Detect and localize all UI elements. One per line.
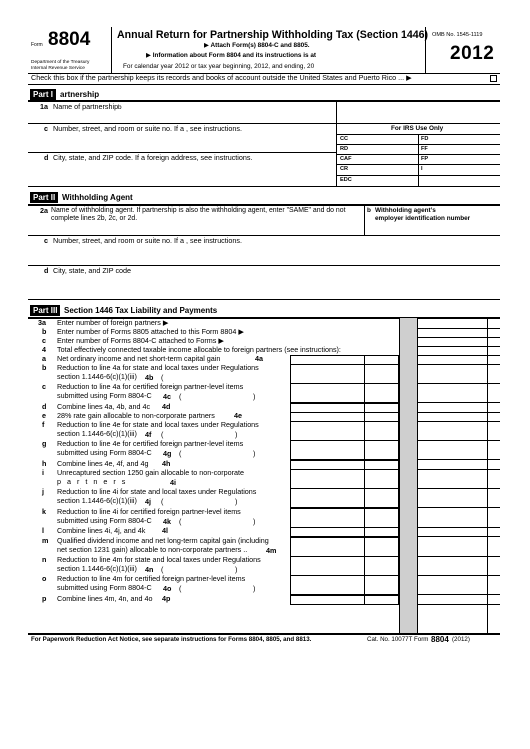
part3-line-ref-4b: 4b (145, 373, 154, 382)
part3-line-num: l (42, 526, 44, 535)
part3-line-num: o (42, 574, 47, 583)
part3-right-row-rule (417, 575, 500, 576)
part3-amount-box-divider (364, 469, 365, 489)
part3-line-text-2: submitted using Form 8804-C (57, 516, 152, 525)
part3-line-paren-close: ) (253, 517, 256, 526)
part3-right-row-rule (417, 328, 500, 329)
footer-form-number: 8804 (431, 635, 449, 644)
part3-line-text: Reduction to line 4i for certified foreign partner-level items (57, 507, 241, 516)
part1-line-d-label: City, state, and ZIP code. If a foreign address, see instructions. (53, 153, 253, 162)
part3-line-text-2: submitted using Form 8804-C (57, 583, 152, 592)
paperwork-notice: For Paperwork Reduction Act Notice, see separate instructions for Forms 8804, 8805, and 8813. (31, 636, 312, 643)
part3-line-ref-4k: 4k (163, 517, 171, 526)
part3-amount-box-divider (364, 556, 365, 576)
part3-amount-box-divider (364, 537, 365, 557)
part3-amount-box-4l[interactable] (290, 527, 399, 537)
part3-line-text-2: section 1.1446-6(c)(1)(iii) (57, 429, 137, 438)
part3-line-text-2: section 1.1446-6(c)(1)(iii) (57, 372, 137, 381)
part3-count-field-3a[interactable] (290, 319, 395, 328)
part3-right-row-rule (417, 556, 500, 557)
part3-line-text: Enter number of Forms 8805 attached to this Form 8804 ▶ (57, 327, 244, 336)
calendar-line: For calendar year 2012 or tax year beginning, 2012, and ending, 20 (123, 63, 315, 70)
part3-line-ref-4n: 4n (145, 565, 154, 574)
footer-form-year: (2012) (452, 636, 470, 643)
part3-line-text: Reduction to line 4m for state and local taxes under Regulations (57, 555, 261, 564)
partnership-ein-field[interactable] (338, 102, 500, 122)
footer-form-word: Form (414, 636, 429, 643)
part3-line-num: j (42, 487, 44, 496)
part3-line-num: e (42, 411, 46, 420)
part3-line-ref-4i: 4i (170, 478, 176, 487)
form-word: Form (31, 42, 43, 48)
part3-right-row-rule (417, 337, 500, 338)
part3-right-row-rule (417, 594, 500, 595)
part3-line-paren-open: ( (179, 449, 182, 458)
part3-line-text: Enter number of foreign partners ▶ (57, 318, 169, 327)
part3-right-row-rule (417, 527, 500, 528)
part3-right-row-rule (417, 507, 500, 508)
part3-line-paren-close: ) (235, 497, 238, 506)
part3-line-num: i (42, 468, 44, 477)
part2-label: Part II (30, 192, 58, 203)
part3-right-row-rule (417, 364, 500, 365)
part3-line-paren-close: ) (235, 565, 238, 574)
part3-line-ref-4g: 4g (163, 449, 172, 458)
part3-line-text: Total effectively connected taxable income allocable to foreign partners (see instructions): (57, 345, 341, 354)
part3-line-paren-open: ( (179, 584, 182, 593)
irs-code-edc: EDC (340, 177, 352, 183)
part3-line-paren-open: ( (179, 517, 182, 526)
part3-line-num: m (42, 536, 49, 545)
part3-line-text: Net ordinary income and net short-term capital gain (57, 354, 221, 363)
part3-line-text: Reduction to line 4e for state and local taxes under Regulations (57, 420, 259, 429)
part1-line-1a-suffix: b (118, 104, 122, 111)
part3-amount-box-divider (364, 595, 365, 605)
part3-amount-box-4b[interactable] (290, 364, 399, 384)
part3-amount-box-4f[interactable] (290, 421, 399, 441)
part3-amount-box-4o[interactable] (290, 575, 399, 595)
records-outside-us-text: Check this box if the partnership keeps its records and books of account outside the United States and Puerto Rico ... ▶ (31, 73, 412, 82)
part1-bottom-rule (28, 186, 500, 187)
part3-line-text: Reduction to line 4e for certified foreign partner-level items (57, 439, 244, 448)
part3-amount-box-divider (364, 488, 365, 508)
part3-line-text-2: net section 1231 gain) allocable to non-corporate partners .. (57, 545, 248, 554)
part3-line-text: Unrecaptured section 1250 gain allocable to non-corporate (57, 468, 244, 477)
part3-line-paren-close: ) (235, 430, 238, 439)
omb-number: OMB No. 1545-1119 (432, 32, 483, 38)
part3-line-num: b (42, 327, 47, 336)
part1-line-1a-num: 1a (40, 102, 48, 111)
dept-line-1: Department of the Treasury (31, 60, 90, 65)
part3-line-paren-open: ( (161, 430, 164, 439)
part2-line-c-label: Number, street, and room or suite no. If a , see instructions. (53, 236, 242, 245)
withholding-agent-address-field[interactable] (50, 247, 498, 263)
part3-shade-right (417, 318, 418, 633)
irs-code-cc: CC (340, 136, 349, 142)
part3-line-text-2: section 1.1446-6(c)(1)(iii) (57, 564, 137, 573)
part3-line-ref-4m: 4m (266, 546, 277, 555)
part3-line-num: b (42, 363, 47, 372)
part3-line-num: a (42, 354, 46, 363)
part2-bottom-rule (28, 299, 500, 300)
part1-line-1a-label: Name of partnership (53, 102, 119, 111)
part2-ein-divider (364, 205, 365, 235)
part2-line-2b-label-2: employer identification number (375, 215, 471, 222)
part3-bottom-rule (28, 633, 500, 635)
part3-line-text: 28% rate gain allocable to non-corporate partners (57, 411, 215, 420)
part3-line-text: Combine lines 4m, 4n, and 4o (57, 594, 153, 603)
header-divider-left (111, 27, 112, 73)
irs-code-i: I (421, 166, 423, 172)
irs-code-cr: CR (340, 166, 349, 172)
part3-amount-box-divider (364, 364, 365, 384)
part3-shaded-column (399, 318, 417, 633)
part3-line-paren-open: ( (161, 565, 164, 574)
part3-right-row-rule (417, 421, 500, 422)
part3-amount-box-divider (364, 527, 365, 537)
part3-line-num: d (42, 402, 47, 411)
part3-amount-box-4p[interactable] (290, 595, 399, 605)
irs-code-ff: FF (421, 146, 428, 152)
part3-amount-box-divider (364, 575, 365, 595)
part3-amount-box-divider (364, 421, 365, 441)
part3-line-text: Reduction to line 4a for state and local taxes under Regulations (57, 363, 259, 372)
part3-line-paren-open: ( (179, 392, 182, 401)
partnership-address-field[interactable] (50, 135, 335, 151)
info-line: ▶ Information about Form 8804 and its instructions is at (146, 52, 317, 59)
part2-line-2a-label-1: Name of withholding agent. If partnership is also the withholding agent, enter "SAME" and do not (51, 207, 346, 214)
part3-amount-right-divider (487, 318, 488, 633)
part3-amount-box-4m[interactable] (290, 537, 399, 557)
part3-amount-box-divider (364, 383, 365, 403)
part3-amount-box-4k[interactable] (290, 508, 399, 528)
withholding-agent-ein-field[interactable] (366, 224, 500, 234)
withholding-agent-name-field[interactable] (50, 224, 362, 234)
part3-amount-box-4j[interactable] (290, 488, 399, 508)
part3-line-ref-4f: 4f (145, 430, 152, 439)
part1-line-c-num: c (44, 124, 48, 133)
records-outside-us-checkbox[interactable] (490, 75, 497, 82)
part3-line-text: Reduction to line 4i for state and local taxes under Regulations (57, 487, 257, 496)
withholding-agent-city-field[interactable] (50, 277, 498, 297)
part3-label: Part III (30, 305, 60, 316)
part1-line-c-label: Number, street, and room or suite no. If a , see instructions. (53, 124, 242, 133)
part3-line-ref-4l: 4l (162, 526, 168, 535)
part2-line-d-num: d (44, 266, 49, 275)
part3-line-paren-close: ) (253, 392, 256, 401)
part3-right-row-rule (417, 469, 500, 470)
part3-line-num: p (42, 594, 47, 603)
part2-line-2a-num: 2a (40, 206, 48, 215)
part3-line-num: c (42, 336, 46, 345)
part3-line-text-2: submitted using Form 8804-C (57, 448, 152, 457)
part2-line-2a-label-2: complete lines 2b, 2c, or 2d. (51, 215, 138, 222)
part1-line-d-num: d (44, 153, 49, 162)
part2-line-2b-label-1: Withholding agent’s (375, 207, 436, 214)
part3-amount-box-divider (364, 508, 365, 528)
part3-line-num: h (42, 459, 47, 468)
attach-line: ▶ Attach Form(s) 8804-C and 8805. (204, 42, 310, 49)
form-number: 8804 (48, 29, 91, 50)
part3-right-row-rule (417, 346, 500, 347)
part3-line-ref-4o: 4o (163, 584, 172, 593)
irs-code-fp: FP (421, 156, 429, 162)
part3-line-ref-4d: 4d (162, 402, 171, 411)
irs-use-only-title: For IRS Use Only (391, 125, 444, 132)
part3-line-paren-open: ( (161, 497, 164, 506)
part3-line-text: Combine lines 4e, 4f, and 4g (57, 459, 149, 468)
catalog-number: Cat. No. 10077T (367, 636, 413, 643)
irs-code-rd: RD (340, 146, 349, 152)
part3-line-paren-open: ( (161, 373, 164, 382)
check-line-rule (28, 84, 500, 85)
part3-line-ref-4h: 4h (162, 459, 171, 468)
partnership-name-field[interactable] (50, 112, 335, 122)
part3-amount-box-4i[interactable] (290, 469, 399, 489)
part3-line-ref-4j: 4j (145, 497, 151, 506)
part3-title: Section 1446 Tax Liability and Payments (64, 306, 218, 315)
part2-title: Withholding Agent (62, 193, 133, 202)
part3-right-row-rule (417, 402, 500, 403)
part3-line-num: n (42, 555, 47, 564)
part3-line-text-2: p a r t n e r s (57, 477, 128, 486)
part3-amount-box-divider (364, 440, 365, 460)
part3-line-text-2: submitted using Form 8804-C (57, 391, 152, 400)
part2-line-2b-num: b (367, 207, 371, 214)
partnership-city-field[interactable] (50, 164, 335, 184)
part3-amount-box-4g[interactable] (290, 440, 399, 460)
part2-line-c-num: c (44, 236, 48, 245)
tax-year: 2012 (450, 43, 495, 64)
part3-line-paren-close: ) (253, 584, 256, 593)
part3-line-ref-4c: 4c (163, 392, 171, 401)
part3-right-row-rule (417, 459, 500, 460)
part3-line-text: Reduction to line 4m for certified foreign partner-level items (57, 574, 246, 583)
part1-ein-divider (336, 101, 337, 123)
part2-top-rule (28, 204, 500, 206)
irs-mid-divider (418, 134, 419, 186)
part3-line-paren-close: ) (253, 449, 256, 458)
part3-line-num: c (42, 382, 46, 391)
part1-label: Part I (30, 89, 56, 100)
part1-title: artnership (60, 90, 100, 99)
part3-line-text: Combine lines 4a, 4b, and 4c (57, 402, 151, 411)
part3-amount-box-4c[interactable] (290, 383, 399, 403)
part3-right-row-rule (417, 440, 500, 441)
part3-line-text: Qualified dividend income and net long-term capital gain (including (57, 536, 269, 545)
part3-right-row-rule (417, 488, 500, 489)
irs-code-caf: CAF (340, 156, 352, 162)
part3-line-text: Reduction to line 4a for certified foreign partner-level items (57, 382, 244, 391)
part3-line-text: Enter number of Forms 8804-C attached to Forms ▶ (57, 336, 224, 345)
part3-shade-left (399, 318, 400, 633)
part3-count-field-b[interactable] (290, 328, 395, 337)
part3-line-num: 4 (42, 345, 46, 354)
part3-right-row-rule (417, 536, 500, 537)
irs-code-fd: FD (421, 136, 429, 142)
part3-right-row-rule (417, 383, 500, 384)
part3-line-num: 3a (38, 318, 46, 327)
part3-line-ref-4e: 4e (234, 411, 242, 420)
part3-line-text: Combine lines 4i, 4j, and 4k (57, 526, 146, 535)
dept-line-2: Internal Revenue Service (31, 66, 85, 71)
part2-line-d-label: City, state, and ZIP code (53, 266, 132, 275)
part3-line-num: k (42, 507, 46, 516)
part3-line-num: f (42, 420, 45, 429)
part3-line-text-2: section 1.1446-6(c)(1)(iii) (57, 496, 137, 505)
part3-right-row-rule (417, 604, 500, 605)
part3-amount-box-4n[interactable] (290, 556, 399, 576)
part3-line-num: g (42, 439, 47, 448)
part3-right-row-rule (417, 355, 500, 356)
part3-right-row-rule (417, 412, 500, 413)
part3-line-ref-4a: 4a (255, 354, 263, 363)
form-title: Annual Return for Partnership Withholding Tax (Section 1446) (117, 29, 429, 41)
header-divider-right (425, 27, 426, 73)
part3-line-ref-4p: 4p (162, 594, 171, 603)
